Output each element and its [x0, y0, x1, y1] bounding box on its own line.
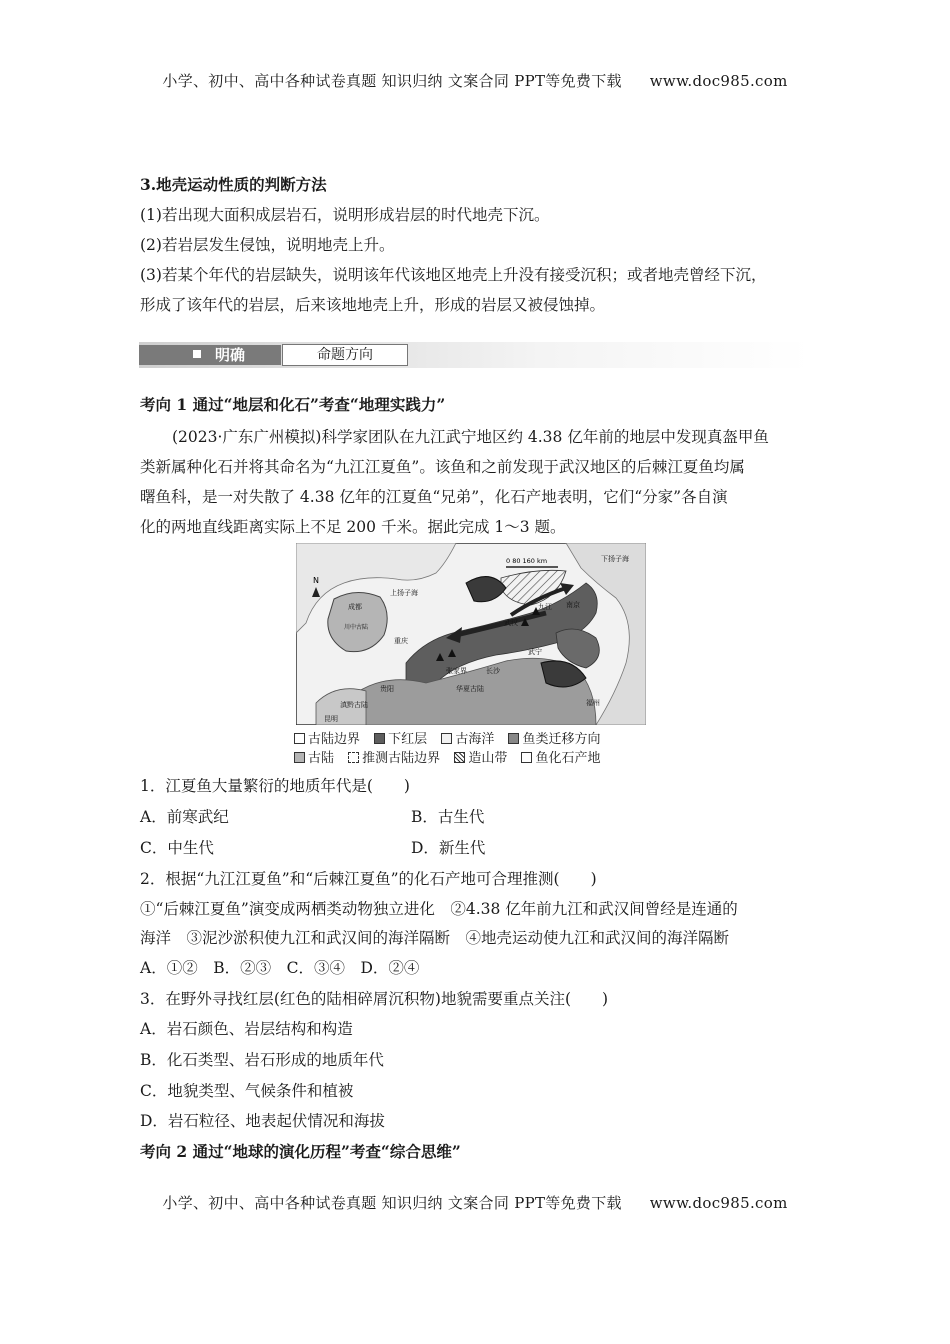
legend-icon-inferred-boundary: [348, 752, 359, 763]
section-paragraph-3a: (3)若某个年代的岩层缺失，说明该年代该地区地壳上升没有接受沉积；或者地壳曾经下沉，: [140, 266, 767, 284]
legend-item: 鱼类迁移方向: [508, 728, 600, 747]
map-legend-row-1: [294, 728, 610, 747]
banner-label: 明确: [215, 346, 246, 364]
footer-text: 小学、初中、高中各种试卷真题 知识归纳 文案合同 PPT等免费下载: [162, 1194, 622, 1212]
page-header: [0, 70, 950, 91]
map-legend-row-2: [294, 747, 610, 766]
q1-option-d[interactable]: D．新生代: [411, 839, 486, 857]
legend-icon-migration: [508, 733, 519, 744]
section-paragraph-1: (1)若出现大面积成层岩石，说明形成岩层的时代地壳下沉。: [140, 206, 550, 224]
label-wuning: 武宁: [528, 648, 542, 656]
topic1-intro-line-3: 曙鱼科，是一对失散了 4.38 亿年的江夏鱼“兄弟”，化石产地表明，它们“分家”各自演: [140, 488, 728, 506]
label-chuanzhong: 川中古陆: [344, 624, 369, 631]
topic1-intro-line-1: (2023·广东广州模拟)科学家团队在九江武宁地区约 4.38 亿年前的地层中发现真盔甲鱼: [172, 428, 769, 446]
legend-icon-ocean: [441, 733, 452, 744]
label-fuzhou: 福州: [586, 699, 600, 707]
banner-dark-block: [139, 345, 281, 365]
header-text: 小学、初中、高中各种试卷真题 知识归纳 文案合同 PPT等免费下载: [162, 72, 622, 90]
topic2-title: 考向 2 通过“地球的演化历程”考查“综合思维”: [140, 1142, 461, 1161]
label-changsha: 长沙: [486, 667, 500, 675]
label-lower-yangtze-sea: 下扬子海: [601, 555, 629, 563]
banner-square-icon: [193, 350, 201, 358]
topic1-intro-line-4: 化的两地直线距离实际上不足 200 千米。据此完成 1～3 题。: [140, 518, 566, 536]
label-chongqing: 重庆: [394, 637, 408, 645]
label-nanjing: 南京: [566, 601, 580, 609]
topic-banner: [139, 342, 810, 368]
q1-option-a[interactable]: A．前寒武纪: [140, 808, 229, 826]
paleogeography-map: [296, 543, 646, 725]
legend-icon-ancient-land: [294, 752, 305, 763]
topic1-title: 考向 1 通过“地层和化石”考查“地理实践力”: [140, 395, 446, 414]
legend-icon-land-boundary: [294, 733, 305, 744]
label-chengdu: 成都: [348, 603, 362, 611]
page-footer: [0, 1192, 950, 1213]
legend-item: 鱼化石产地: [521, 747, 600, 766]
legend-item: 古陆边界: [294, 728, 360, 747]
label-guiyang: 贵阳: [380, 685, 394, 693]
section-paragraph-2: (2)若岩层发生侵蚀，说明地壳上升。: [140, 236, 395, 254]
legend-icon-red-layer: [374, 733, 385, 744]
q3-option-c[interactable]: C．地貌类型、气候条件和植被: [140, 1082, 354, 1100]
q1-option-c[interactable]: C．中生代: [140, 839, 214, 857]
q2-statements-line-1: ①“后棘江夏鱼”演变成两栖类动物独立进化 ②4.38 亿年前九江和武汉间曾经是连通的: [140, 900, 738, 918]
legend-item: 造山带: [454, 747, 507, 766]
q3-option-d[interactable]: D．岩石粒径、地表起伏情况和海拔: [140, 1112, 385, 1130]
map-scale-label: 0 80 160 km: [506, 557, 548, 565]
q3-option-a[interactable]: A．岩石颜色、岩层结构和构造: [140, 1020, 353, 1038]
q2-options[interactable]: A．①② B．②③ C．③④ D．②④: [140, 959, 420, 977]
q2-statements-line-2: 海洋 ③泥沙淤积使九江和武汉间的海洋隔断 ④地壳运动使九江和武汉间的海洋隔断: [140, 929, 730, 947]
q3-option-b[interactable]: B．化石类型、岩石形成的地质年代: [140, 1051, 384, 1069]
label-dianqian: 滇黔古陆: [340, 701, 368, 709]
banner-box: 命题方向: [282, 344, 408, 366]
q1-option-b[interactable]: B．古生代: [411, 808, 485, 826]
legend-item: 古海洋: [441, 728, 494, 747]
legend-item: 古陆: [294, 747, 334, 766]
q2-stem: 2．根据“九江江夏鱼”和“后棘江夏鱼”的化石产地可合理推测( ): [140, 870, 597, 888]
topic1-intro-line-2: 类新属种化石并将其命名为“九江江夏鱼”。该鱼和之前发现于武汉地区的后棘江夏鱼均属: [140, 458, 745, 476]
section-paragraph-3b: 形成了该年代的岩层，后来该地地壳上升，形成的岩层又被侵蚀掉。: [140, 296, 606, 314]
section-heading: 3.地壳运动性质的判断方法: [140, 175, 327, 194]
label-jiujiang: 九江: [538, 603, 552, 611]
label-wuhan: 武汉: [504, 619, 518, 627]
label-kunming: 昆明: [324, 715, 338, 723]
label-huaxia: 华夏古陆: [456, 685, 484, 693]
label-upper-yangtze-sea: 上扬子海: [390, 589, 418, 597]
legend-icon-fossil-site: [521, 752, 532, 763]
legend-item: 推测古陆边界: [348, 747, 440, 766]
legend-item: 下红层: [374, 728, 427, 747]
legend-icon-orogenic: [454, 752, 465, 763]
q3-stem: 3．在野外寻找红层(红色的陆相碎屑沉积物)地貌需要重点关注( ): [140, 990, 609, 1008]
q1-stem: 1．江夏鱼大量繁衍的地质年代是( ): [140, 777, 410, 795]
label-zhangjiajie: 张家界: [446, 667, 467, 675]
footer-url[interactable]: www.doc985.com: [649, 1194, 788, 1212]
header-url[interactable]: www.doc985.com: [649, 72, 788, 90]
map-north-label: N: [313, 576, 319, 585]
